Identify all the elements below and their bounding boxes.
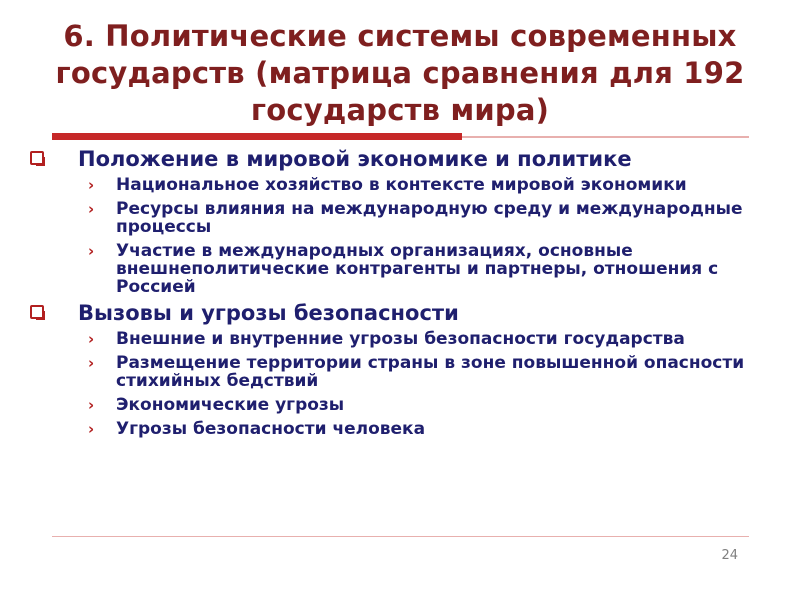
chevron-bullet-icon: ›: [88, 176, 95, 194]
list-item: [26, 242, 766, 296]
footer-divider-line: [52, 536, 749, 537]
chevron-bullet-icon: ›: [88, 242, 95, 260]
list-item-text: Ресурсы влияния на международную среду и международные процессы: [116, 199, 743, 237]
slide-title: 6. Политические системы современных государств (матрица сравнения для 192 государств мира): [55, 19, 745, 127]
list-item: [26, 330, 766, 348]
list-item-text: Угрозы безопасности человека: [116, 419, 426, 439]
list-item: [26, 396, 766, 414]
title-divider-accent: [52, 133, 462, 140]
list-item: [26, 420, 766, 438]
page-number: 24: [721, 548, 738, 563]
slide-content: [26, 144, 766, 444]
chevron-bullet-icon: ›: [88, 396, 95, 414]
section-heading: [26, 148, 766, 170]
chevron-bullet-icon: ›: [88, 330, 95, 348]
list-item-text: Внешние и внутренние угрозы безопасности государства: [116, 329, 685, 349]
chevron-bullet-icon: ›: [88, 354, 95, 372]
section-heading: [26, 302, 766, 324]
list-item-text: Участие в международных организациях, основные внешнеполитические контрагенты и партнеры, отношения с Россией: [116, 241, 719, 297]
list-item-text: Национальное хозяйство в контексте мировой экономики: [116, 175, 687, 195]
list-item-text: Экономические угрозы: [116, 395, 345, 415]
list-item: [26, 200, 766, 236]
list-item: [26, 176, 766, 194]
list-item: [26, 354, 766, 390]
chevron-bullet-icon: ›: [88, 200, 95, 218]
checkbox-bullet-icon: [30, 305, 44, 319]
chevron-bullet-icon: ›: [88, 420, 95, 438]
checkbox-bullet-icon: [30, 151, 44, 165]
list-item-text: Размещение территории страны в зоне повышенной опасности стихийных бедствий: [116, 353, 745, 391]
section-heading-text: Положение в мировой экономике и политике: [78, 147, 632, 171]
section-heading-text: Вызовы и угрозы безопасности: [78, 301, 459, 325]
